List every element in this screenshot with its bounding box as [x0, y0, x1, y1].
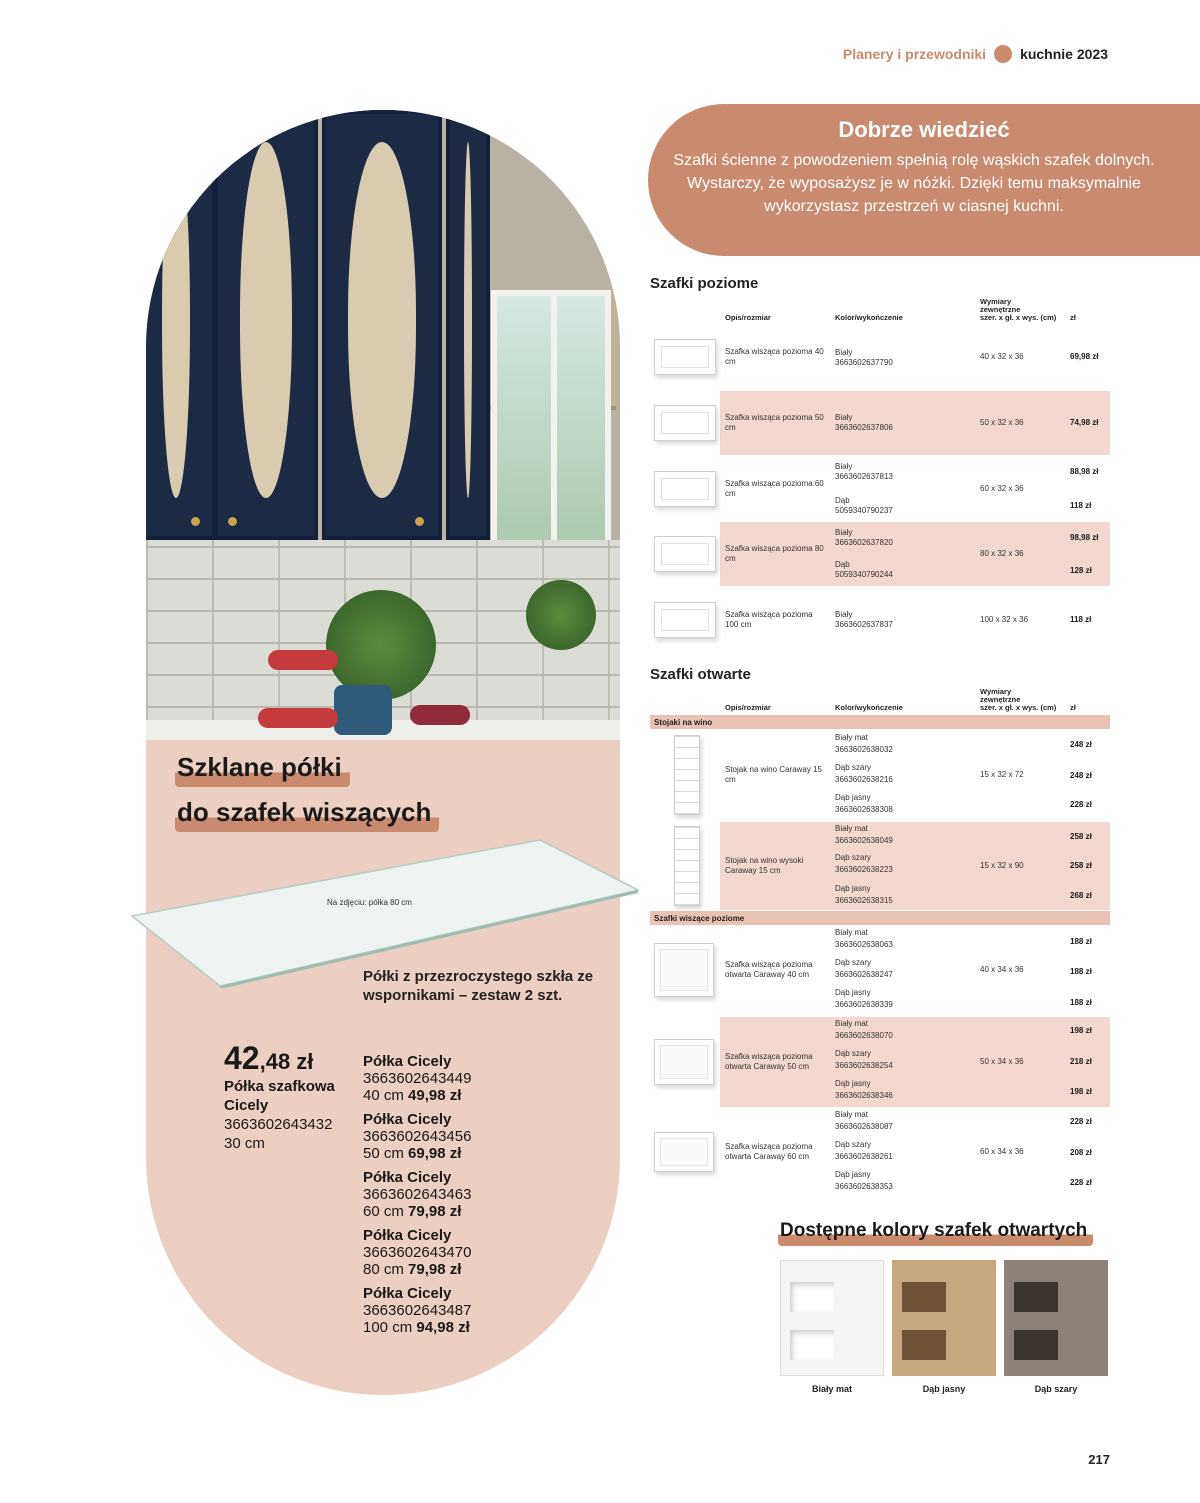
- kolor-name: Biały mat: [835, 1019, 868, 1028]
- kolor-code: 3663602638032: [835, 745, 893, 754]
- row-cena: 198 zł: [1070, 1026, 1092, 1035]
- shelves-title: [175, 752, 439, 842]
- color-label: Biały mat: [811, 1384, 853, 1394]
- main-product-name: Półka szafkowa Cicely: [224, 1078, 335, 1114]
- col-header-wym-1: Wymiary: [980, 687, 1012, 696]
- kolor-code: 5059340790237: [835, 506, 893, 515]
- variant-size: 100 cm: [363, 1319, 413, 1336]
- variant-price: 94,98 zł: [416, 1319, 470, 1336]
- wine-rack-thumbnail: [674, 735, 700, 815]
- page-header: [843, 45, 1108, 63]
- row-cena: 248 zł: [1070, 771, 1092, 780]
- glass-shelf-image: [130, 838, 640, 988]
- catalog-label: kuchnie 2023: [1020, 46, 1108, 62]
- variant-price: 79,98 zł: [408, 1203, 462, 1220]
- row-kolor: [835, 522, 965, 586]
- variant-price: 49,98 zł: [408, 1087, 462, 1104]
- row-cena: 69,98 zł: [1070, 352, 1099, 361]
- main-price: [224, 1040, 354, 1077]
- col-header-wym-1: Wymiary: [980, 297, 1012, 306]
- table-row: [650, 326, 1110, 388]
- color-swatch-grey-oak: [1004, 1260, 1108, 1376]
- table-row: [650, 458, 1110, 520]
- row-cena: 268 zł: [1070, 891, 1092, 900]
- kolor-code: 3663602637813: [835, 472, 893, 481]
- kolor-code: 3663602638247: [835, 970, 893, 979]
- info-text: Szafki ścienne z powodzeniem spełnią rolę wąskich szafek dolnych. Wystarczy, że wyposażysz je w nóżki. Dzięki temu maksymalnie wykorzystasz przestrzeń w ciasnej kuchni.: [673, 152, 1155, 215]
- open-cabinets-title: Szafki otwarte: [650, 666, 751, 683]
- kolor-code: 3663602638339: [835, 1000, 893, 1009]
- row-cena: 118 zł: [1070, 615, 1092, 624]
- cake-stand: [268, 650, 338, 670]
- color-label: Dąb szary: [1034, 1384, 1078, 1394]
- row-wymiary: 15 x 32 x 90: [980, 861, 1024, 870]
- row-wymiary: 60 x 34 x 36: [980, 1147, 1024, 1156]
- row-opis: Szafka wisząca pozioma otwarta Caraway 40 cm: [725, 960, 813, 979]
- main-product-size: 30 cm: [224, 1135, 265, 1152]
- page-number: 217: [1088, 1452, 1110, 1467]
- row-opis: Szafka wisząca pozioma 60 cm: [725, 479, 824, 498]
- row-wymiary: 50 x 34 x 36: [980, 1057, 1024, 1066]
- row-cena: 228 zł: [1070, 1178, 1092, 1187]
- kolor-code: 3663602638070: [835, 1031, 893, 1040]
- variant-name: Półka Cicely: [363, 1169, 452, 1186]
- row-kolor: [835, 1017, 965, 1107]
- horizontal-cabinets-title: Szafki poziome: [650, 275, 759, 292]
- row-opis: Stojak na wino Caraway 15 cm: [725, 765, 822, 784]
- row-cena: 208 zł: [1070, 1148, 1092, 1157]
- colors-title: Dostępne kolory szafek otwartych: [778, 1220, 1093, 1246]
- kolor-name: Biały: [835, 462, 853, 471]
- color-swatch-white: [780, 1260, 884, 1376]
- group-wine-racks: Stojaki na wino: [650, 715, 1110, 729]
- col-header-wym-3: szer. x gł. x wys. (cm): [980, 703, 1057, 712]
- variant-item: [363, 1053, 563, 1104]
- vase: [334, 685, 392, 735]
- variant-item: [363, 1285, 563, 1336]
- kolor-code: 3663602638346: [835, 1091, 893, 1100]
- shelf-description: Półki z przezroczystego szkła ze wspornikami – zestaw 2 szt.: [363, 968, 594, 1004]
- col-header-wym-2: zewnętrzne: [980, 305, 1021, 314]
- col-header-kolor: Kolor/wykończenie: [835, 703, 903, 712]
- cabinet-door: [214, 110, 318, 540]
- table-row: [650, 1017, 1110, 1107]
- kolor-name: Dąb jasny: [835, 1170, 871, 1179]
- row-opis: Szafka wisząca pozioma 80 cm: [725, 544, 824, 563]
- kolor-name: Biały: [835, 348, 853, 357]
- kolor-name: Biały: [835, 413, 853, 422]
- variant-size: 50 cm: [363, 1145, 404, 1162]
- row-wymiary: 60 x 32 x 36: [980, 484, 1024, 493]
- cabinet-thumbnail: [654, 536, 716, 572]
- row-kolor: [835, 590, 965, 650]
- table-row: [650, 1108, 1110, 1196]
- row-kolor: [835, 822, 965, 910]
- kolor-code: 3663602638063: [835, 940, 893, 949]
- wine-rack-thumbnail: [674, 826, 700, 906]
- row-kolor: [835, 458, 965, 520]
- fern-plant: [326, 590, 436, 700]
- kolor-code: 3663602637806: [835, 423, 893, 432]
- color-label: Dąb jasny: [922, 1384, 966, 1394]
- open-cabinet-thumbnail: [654, 1132, 714, 1172]
- col-header-wymiary: [980, 688, 1056, 712]
- info-title: Dobrze wiedzieć: [838, 117, 1010, 142]
- variant-name: Półka Cicely: [363, 1227, 452, 1244]
- cake-stand: [258, 708, 338, 728]
- kolor-code: 3663602638087: [835, 1122, 893, 1131]
- kolor-name: Dąb szary: [835, 1049, 872, 1058]
- col-header-wym-2: zewnętrzne: [980, 695, 1021, 704]
- separator-dot-icon: [994, 45, 1012, 63]
- open-cabinet-thumbnail: [654, 1039, 714, 1085]
- fruit-bowl: [410, 705, 470, 725]
- variant-size: 60 cm: [363, 1203, 404, 1220]
- variant-item: [363, 1111, 563, 1162]
- group-hanging-horizontal: Szafki wiszące poziome: [650, 911, 1110, 925]
- variant-code: 3663602643487: [363, 1302, 472, 1319]
- row-cena: 188 zł: [1070, 937, 1092, 946]
- variant-name: Półka Cicely: [363, 1053, 452, 1070]
- row-cena: 128 zł: [1070, 566, 1092, 575]
- kolor-name: Biały mat: [835, 824, 868, 833]
- col-header-opis: Opis/rozmiar: [725, 703, 771, 712]
- variant-size: 40 cm: [363, 1087, 404, 1104]
- kolor-name: Biały mat: [835, 733, 868, 742]
- kolor-name: Dąb jasny: [835, 884, 871, 893]
- row-cena: 98,98 zł: [1070, 533, 1099, 542]
- variant-size: 80 cm: [363, 1261, 404, 1278]
- row-wymiary: 100 x 32 x 36: [980, 615, 1029, 624]
- col-header-cena: zł: [1070, 703, 1076, 712]
- row-cena: 228 zł: [1070, 1117, 1092, 1126]
- row-cena: 258 zł: [1070, 832, 1092, 841]
- shelves-title-line2: do szafek wiszących: [175, 797, 439, 832]
- kolor-code: 3663602638216: [835, 775, 893, 784]
- row-kolor: [835, 926, 965, 1014]
- row-cena: 198 zł: [1070, 1087, 1092, 1096]
- cabinet-thumbnail: [654, 405, 716, 441]
- row-cena: 88,98 zł: [1070, 467, 1099, 476]
- kolor-name: Dąb: [835, 560, 850, 569]
- row-cena: 248 zł: [1070, 740, 1092, 749]
- kolor-name: Dąb szary: [835, 958, 872, 967]
- price-integer: 42: [224, 1040, 260, 1076]
- kolor-code: 5059340790244: [835, 570, 893, 579]
- table-header: [650, 672, 1110, 712]
- row-cena: 228 zł: [1070, 800, 1092, 809]
- kolor-name: Dąb jasny: [835, 793, 871, 802]
- row-cena: 258 zł: [1070, 861, 1092, 870]
- kolor-name: Dąb jasny: [835, 1079, 871, 1088]
- row-kolor: [835, 1108, 965, 1196]
- kolor-code: 3663602638261: [835, 1152, 893, 1161]
- row-wymiary: 40 x 32 x 36: [980, 352, 1024, 361]
- kolor-name: Biały mat: [835, 928, 868, 937]
- row-kolor: [835, 391, 965, 455]
- row-cena: 188 zł: [1070, 998, 1092, 1007]
- row-cena: 218 zł: [1070, 1057, 1092, 1066]
- table-row: [650, 590, 1110, 650]
- table-row: [650, 822, 1110, 910]
- cabinet-door: [446, 110, 490, 540]
- row-opis: Szafka wisząca pozioma 40 cm: [725, 347, 824, 366]
- variant-name: Półka Cicely: [363, 1285, 452, 1302]
- row-kolor: [835, 731, 965, 819]
- kolor-code: 3663602638049: [835, 836, 893, 845]
- kolor-name: Dąb: [835, 496, 850, 505]
- table-row: [650, 731, 1110, 819]
- color-swatch-light-oak: [892, 1260, 996, 1376]
- kolor-code: 3663602637790: [835, 358, 893, 367]
- kolor-name: Biały: [835, 610, 853, 619]
- variant-code: 3663602643456: [363, 1128, 472, 1145]
- row-cena: 74,98 zł: [1070, 418, 1099, 427]
- variant-price: 69,98 zł: [408, 1145, 462, 1162]
- cabinet-thumbnail: [654, 339, 716, 375]
- variant-item: [363, 1169, 563, 1220]
- good-to-know-box: [648, 104, 1200, 256]
- kolor-code: 3663602637820: [835, 538, 893, 547]
- row-wymiary: 40 x 34 x 36: [980, 965, 1024, 974]
- main-product-code: 3663602643432: [224, 1116, 333, 1133]
- table-row: [650, 391, 1110, 455]
- section-label: Planery i przewodniki: [842, 46, 987, 62]
- main-price-block: [224, 1040, 354, 1153]
- cabinet-thumbnail: [654, 471, 716, 507]
- row-opis: Szafka wisząca pozioma 100 cm: [725, 610, 813, 629]
- variant-price: 79,98 zł: [408, 1261, 462, 1278]
- row-wymiary: 15 x 32 x 72: [980, 770, 1024, 779]
- kolor-name: Dąb szary: [835, 1140, 872, 1149]
- cabinet-thumbnail: [654, 602, 716, 638]
- variant-code: 3663602643463: [363, 1186, 472, 1203]
- kolor-name: Biały: [835, 528, 853, 537]
- shelves-title-line1: Szklane półki: [175, 752, 350, 787]
- kolor-code: 3663602638223: [835, 865, 893, 874]
- row-opis: Szafka wisząca pozioma otwarta Caraway 50 cm: [725, 1052, 813, 1071]
- variant-code: 3663602643449: [363, 1070, 472, 1087]
- row-cena: 188 zł: [1070, 967, 1092, 976]
- photo-caption: Na zdjęciu: półka 80 cm: [327, 898, 412, 907]
- col-header-kolor: Kolor/wykończenie: [835, 313, 903, 322]
- row-kolor: [835, 326, 965, 388]
- kitchen-photo: [146, 110, 620, 740]
- col-header-wym-3: szer. x gł. x wys. (cm): [980, 313, 1057, 322]
- row-opis: Szafka wisząca pozioma 50 cm: [725, 413, 824, 432]
- table-row: [650, 926, 1110, 1014]
- kolor-code: 3663602638254: [835, 1061, 893, 1070]
- kolor-name: Dąb szary: [835, 853, 872, 862]
- variant-name: Półka Cicely: [363, 1111, 452, 1128]
- kolor-name: Dąb jasny: [835, 988, 871, 997]
- shelf-variants: [363, 1053, 563, 1343]
- cabinet-door: [322, 110, 442, 540]
- kolor-code: 3663602637837: [835, 620, 893, 629]
- open-cabinet-thumbnail: [654, 943, 714, 997]
- col-header-wymiary: [980, 298, 1056, 322]
- col-header-cena: zł: [1070, 313, 1076, 322]
- row-wymiary: 80 x 32 x 36: [980, 549, 1024, 558]
- table-row: [650, 522, 1110, 586]
- row-opis: Szafka wisząca pozioma otwarta Caraway 60 cm: [725, 1142, 813, 1161]
- kolor-code: 3663602638315: [835, 896, 893, 905]
- row-opis: Stojak na wino wysoki Caraway 15 cm: [725, 856, 804, 875]
- row-cena: 118 zł: [1070, 501, 1092, 510]
- kolor-name: Biały mat: [835, 1110, 868, 1119]
- herb-plant: [526, 580, 596, 650]
- table-header: [650, 282, 1110, 322]
- kolor-code: 3663602638308: [835, 805, 893, 814]
- variant-item: [363, 1227, 563, 1278]
- col-header-opis: Opis/rozmiar: [725, 313, 771, 322]
- row-wymiary: 50 x 32 x 36: [980, 418, 1024, 427]
- kolor-name: Dąb szary: [835, 763, 872, 772]
- cabinet-door: [146, 110, 216, 540]
- price-decimal: ,48 zł: [259, 1049, 314, 1074]
- variant-code: 3663602643470: [363, 1244, 472, 1261]
- kolor-code: 3663602638353: [835, 1182, 893, 1191]
